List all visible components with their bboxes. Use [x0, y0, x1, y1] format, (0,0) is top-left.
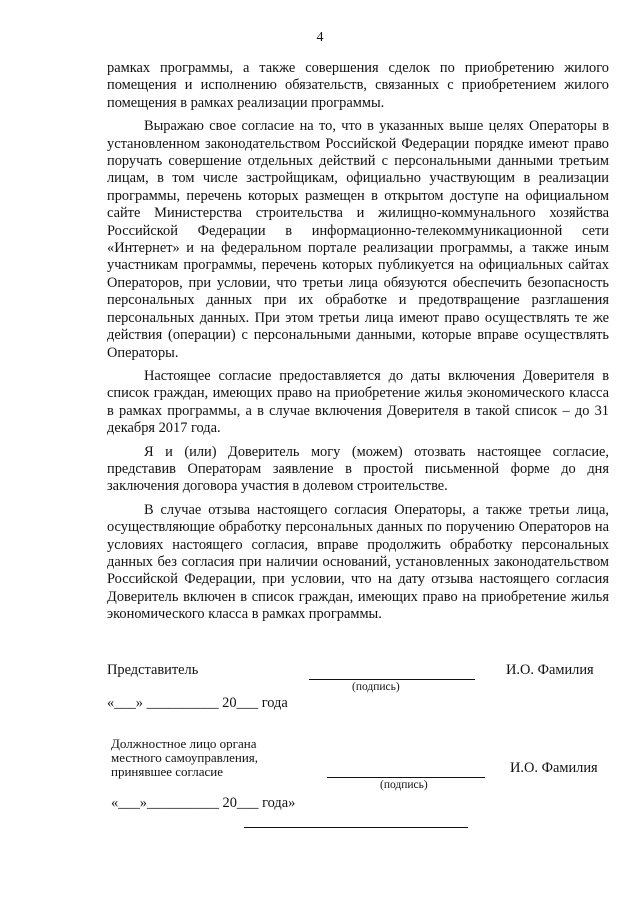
paragraph-continuation: рамках программы, а также совершения сделок по приобретению жилого помещения и исполнению обязательств, связанных с приобретением жилого помещения в рамках реализации программы.	[107, 60, 609, 111]
representative-date-line: «___» __________ 20___ года	[107, 695, 288, 711]
bottom-divider-line	[244, 827, 468, 828]
page-number: 4	[316, 30, 324, 45]
representative-label: Представитель	[107, 662, 199, 678]
official-role-line: местного самоуправления,	[111, 750, 259, 765]
paragraph-revocation-processing: В случае отзыва настоящего согласия Операторы, а также третьи лица, осуществляющие обработку персональных данных по поручению Операторов на условиях настоящего согласия, вправе продолжить обработку персональных данных без согласия при наличии оснований, установленных законодательством Российской Федерации, при условии, что на дату отзыва настоящего согласия Доверитель включен в список граждан, имеющих право на приобретение жилья экономического класса в рамках программы.	[107, 501, 609, 623]
signature-note-representative: (подпись)	[352, 681, 400, 693]
official-role-line: принявшее согласие	[111, 764, 223, 779]
signature-line-representative	[309, 679, 475, 680]
official-date-line: «___»__________ 20___ года»	[111, 795, 296, 811]
document-body	[107, 60, 609, 630]
paragraph-consent-revocation: Я и (или) Доверитель могу (можем) отозвать настоящее согласие, представив Операторам заявление в простой письменной форме до дня заключения договора участия в долевом строительстве.	[107, 443, 609, 495]
official-role-line: Должностное лицо органа	[111, 736, 257, 751]
paragraph-consent-third-parties: Выражаю свое согласие на то, что в указанных выше целях Операторы в установленном законодательством Российской Федерации порядке имеют право поручать совершение отдельных действий с персональными данными третьим лицам, в том числе застройщикам, официально участвующим в реализации программы, перечень которых размещен в открытом доступе на официальном сайте Министерства строительства и жилищно-коммунального хозяйства Российской Федерации в информационно-телекоммуникационной сети «Интернет» и на федеральном портале реализации программы, а также иным участникам программы, перечень которых публикуется на официальных сайтах Операторов, при условии, что третьи лица обязуются обеспечить безопасность персональных данных при их обработке и предотвращение разглашения персональных данных. При этом третьи лица имеют право осуществлять те же действия (операции) с персональными данными, которые вправе осуществлять Операторы.	[107, 118, 609, 361]
official-role-label	[111, 737, 258, 779]
official-name: И.О. Фамилия	[510, 760, 598, 776]
signature-line-official	[327, 777, 485, 778]
representative-name: И.О. Фамилия	[506, 662, 594, 678]
signature-note-official: (подпись)	[380, 779, 428, 791]
paragraph-consent-term: Настоящее согласие предоставляется до даты включения Доверителя в список граждан, имеющих право на приобретение жилья экономического класса в рамках программы, а в случае включения Доверителя в такой список – до 31 декабря 2017 года.	[107, 367, 609, 437]
